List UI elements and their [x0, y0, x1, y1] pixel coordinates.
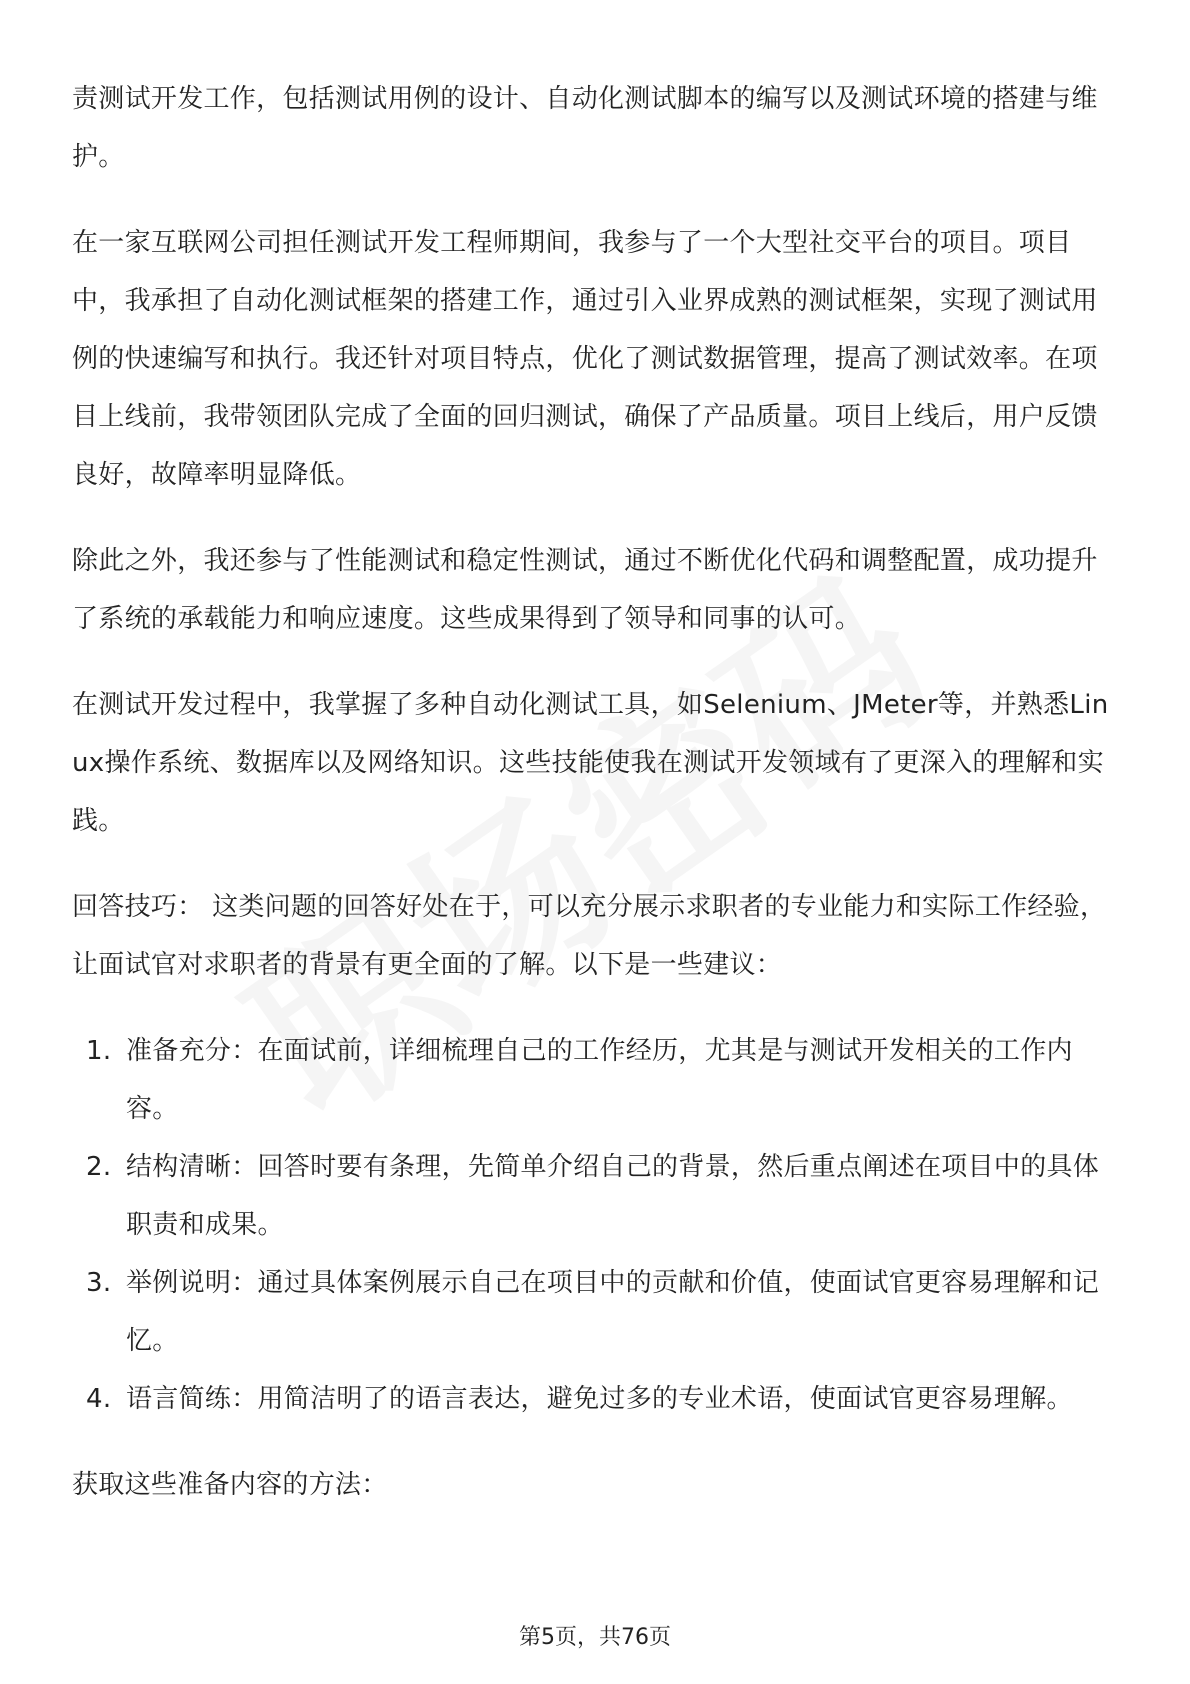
list-item: [72, 1022, 1122, 1138]
paragraph-skills: 在测试开发过程中，我掌握了多种自动化测试工具，如Selenium、JMeter等，并熟悉Linux操作系统、数据库以及网络知识。这些技能使我在测试开发领域有了更深入的理解和实践。: [72, 690, 1109, 836]
paragraph-performance-testing: 除此之外，我还参与了性能测试和稳定性测试，通过不断优化代码和调整配置，成功提升了系统的承载能力和响应速度。这些成果得到了领导和同事的认可。: [72, 546, 1098, 634]
paragraph-project-experience: 在一家互联网公司担任测试开发工程师期间，我参与了一个大型社交平台的项目。项目中，我承担了自动化测试框架的搭建工作，通过引入业界成熟的测试框架，实现了测试用例的快速编写和执行。我还针对项目特点，优化了测试数据管理，提高了测试效率。在项目上线前，我带领团队完成了全面的回归测试，确保了产品质量。项目上线后，用户反馈良好，故障率明显降低。: [72, 228, 1098, 490]
paragraph-answer-tips: 回答技巧： 这类问题的回答好处在于，可以充分展示求职者的专业能力和实际工作经验，让面试官对求职者的背景有更全面的了解。以下是一些建议：: [72, 892, 1107, 980]
document-body: [72, 70, 1122, 1542]
list-number: 1.: [86, 1036, 112, 1066]
list-number: 3.: [86, 1268, 112, 1298]
list-number: 4.: [86, 1384, 112, 1414]
paragraph-closing: 获取这些准备内容的方法：: [72, 1470, 388, 1500]
list-text: 准备充分：在面试前，详细梳理自己的工作经历，尤其是与测试开发相关的工作内容。: [126, 1036, 1073, 1124]
list-text: 语言简练：用简洁明了的语言表达，避免过多的专业术语，使面试官更容易理解。: [126, 1384, 1073, 1414]
list-item: [72, 1254, 1122, 1370]
page-number: 第5页，共76页: [519, 1625, 671, 1650]
paragraph-responsibilities: 责测试开发工作，包括测试用例的设计、自动化测试脚本的编写以及测试环境的搭建与维护。: [72, 84, 1098, 172]
list-text: 结构清晰：回答时要有条理，先简单介绍自己的背景，然后重点阐述在项目中的具体职责和成果。: [126, 1152, 1100, 1240]
list-item: [72, 1370, 1122, 1428]
list-item: [72, 1138, 1122, 1254]
tips-list: [72, 1022, 1122, 1428]
list-number: 2.: [86, 1152, 112, 1182]
list-text: 举例说明：通过具体案例展示自己在项目中的贡献和价值，使面试官更容易理解和记忆。: [126, 1268, 1100, 1356]
